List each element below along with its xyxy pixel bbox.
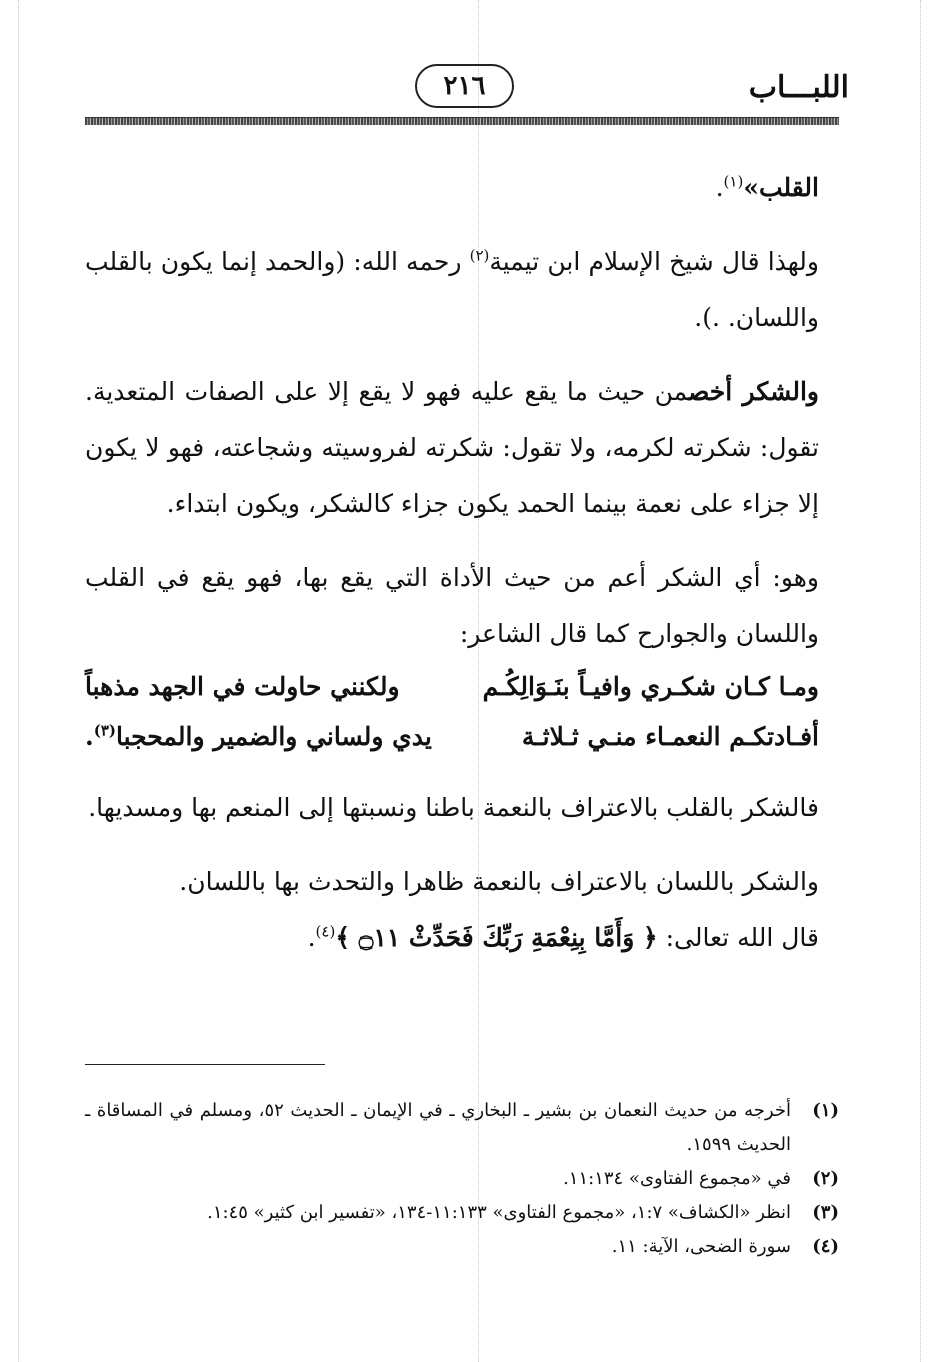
paragraph-3 bbox=[85, 364, 819, 532]
footnote-1 bbox=[85, 1094, 839, 1162]
scan-artifact-line bbox=[18, 0, 19, 1362]
paragraph-6 bbox=[85, 854, 819, 910]
footnote-number: (٢) bbox=[812, 1168, 839, 1189]
scan-artifact-line bbox=[920, 0, 921, 1362]
poem bbox=[85, 662, 819, 762]
poem-verse-2 bbox=[85, 712, 819, 762]
paragraph-7-end: . bbox=[307, 923, 316, 952]
verse-2-end: . bbox=[85, 722, 94, 751]
paragraph-4-text: وهو: أي الشكر أعم من حيث الأداة التي يقع بها، فهو يقع في القلب واللسان والجوارح كما قال الشاعر: bbox=[85, 563, 819, 648]
paragraph-3-rest: من حيث ما يقع عليه فهو لا يقع إلا على الصفات المتعدية. تقول: شكرته لكرمه، ولا تقول: شكرته لفروسيته وشجاعته، فهو لا يكون إلا جزاء على نعمة بينما الحمد يكون جزاء كالشكر، ويكون ابتداء. bbox=[85, 377, 819, 518]
page-number: ٢١٦ bbox=[415, 64, 514, 108]
running-header-title: اللبـــاب bbox=[748, 70, 849, 105]
footnote-number: (٤) bbox=[812, 1236, 839, 1257]
paragraph-1-text: القلب» bbox=[743, 173, 819, 202]
header-rule bbox=[85, 117, 839, 125]
verse-2-first-hemistich: أفـادتكـم النعمـاء منـي ثـلاثـة bbox=[521, 722, 819, 751]
paragraph-7 bbox=[85, 910, 819, 966]
footnote-4 bbox=[85, 1230, 839, 1264]
footnote-text: أخرجه من حديث النعمان بن بشير ـ البخاري ـ في الإيمان ـ الحديث ٥٢، ومسلم في المساقاة ـ الحديث ١٥٩٩. bbox=[85, 1100, 791, 1155]
paragraph-1 bbox=[85, 160, 819, 216]
paragraph-1-end: . bbox=[715, 173, 724, 202]
quran-verse: ﴿ وَأَمَّا بِنِعْمَةِ رَبِّكَ فَحَدِّثْ ۝١١ ﴾ bbox=[335, 923, 658, 952]
paragraph-3-bold: والشكر أخص bbox=[688, 377, 820, 406]
footnote-number: (١) bbox=[812, 1100, 839, 1121]
footnote-ref-3: (٣) bbox=[93, 721, 116, 740]
paragraph-4 bbox=[85, 550, 819, 662]
main-text bbox=[85, 160, 819, 966]
verse-1-first-hemistich: ومـا كـان شكـري وافيـاً بنَـوَالِكُـم bbox=[482, 672, 819, 701]
footnote-ref-1: (١) bbox=[723, 172, 744, 191]
paragraph-7-text: قال الله تعالى: bbox=[657, 923, 819, 952]
footnote-text: سورة الضحى، الآية: ١١. bbox=[611, 1236, 791, 1257]
footnote-ref-4: (٤) bbox=[315, 922, 336, 941]
paragraph-2-rest: رحمه الله: (والحمد إنما يكون بالقلب واللسان. .). bbox=[85, 247, 819, 332]
paragraph-2-text: ولهذا قال شيخ الإسلام ابن تيمية bbox=[489, 247, 819, 276]
footnote-text: انظر «الكشاف» ١:٧، «مجموع الفتاوى» ١١:١٣٣-١٣٤، «تفسير ابن كثير» ١:٤٥. bbox=[207, 1202, 791, 1223]
footnote-ref-2: (٢) bbox=[469, 246, 490, 265]
verse-1-second-hemistich: ولكنني حاولت في الجهد مذهباً bbox=[85, 672, 400, 701]
footnote-3 bbox=[85, 1196, 839, 1230]
paragraph-2 bbox=[85, 234, 819, 346]
verse-2-second-hemistich: يدي ولساني والضمير والمحجبا bbox=[116, 722, 432, 751]
footnote-number: (٣) bbox=[812, 1202, 839, 1223]
paragraph-5 bbox=[85, 780, 819, 836]
paragraph-6-text: والشكر باللسان بالاعتراف بالنعمة ظاهرا والتحدث بها باللسان. bbox=[179, 867, 819, 896]
footnotes bbox=[85, 1094, 839, 1264]
footnote-separator bbox=[85, 1064, 325, 1065]
poem-verse-1 bbox=[85, 662, 819, 712]
paragraph-5-text: فالشكر بالقلب بالاعتراف بالنعمة باطنا ونسبتها إلى المنعم بها ومسديها. bbox=[88, 793, 819, 822]
footnote-2 bbox=[85, 1162, 839, 1196]
footnote-text: في «مجموع الفتاوى» ١١:١٣٤. bbox=[563, 1168, 791, 1189]
